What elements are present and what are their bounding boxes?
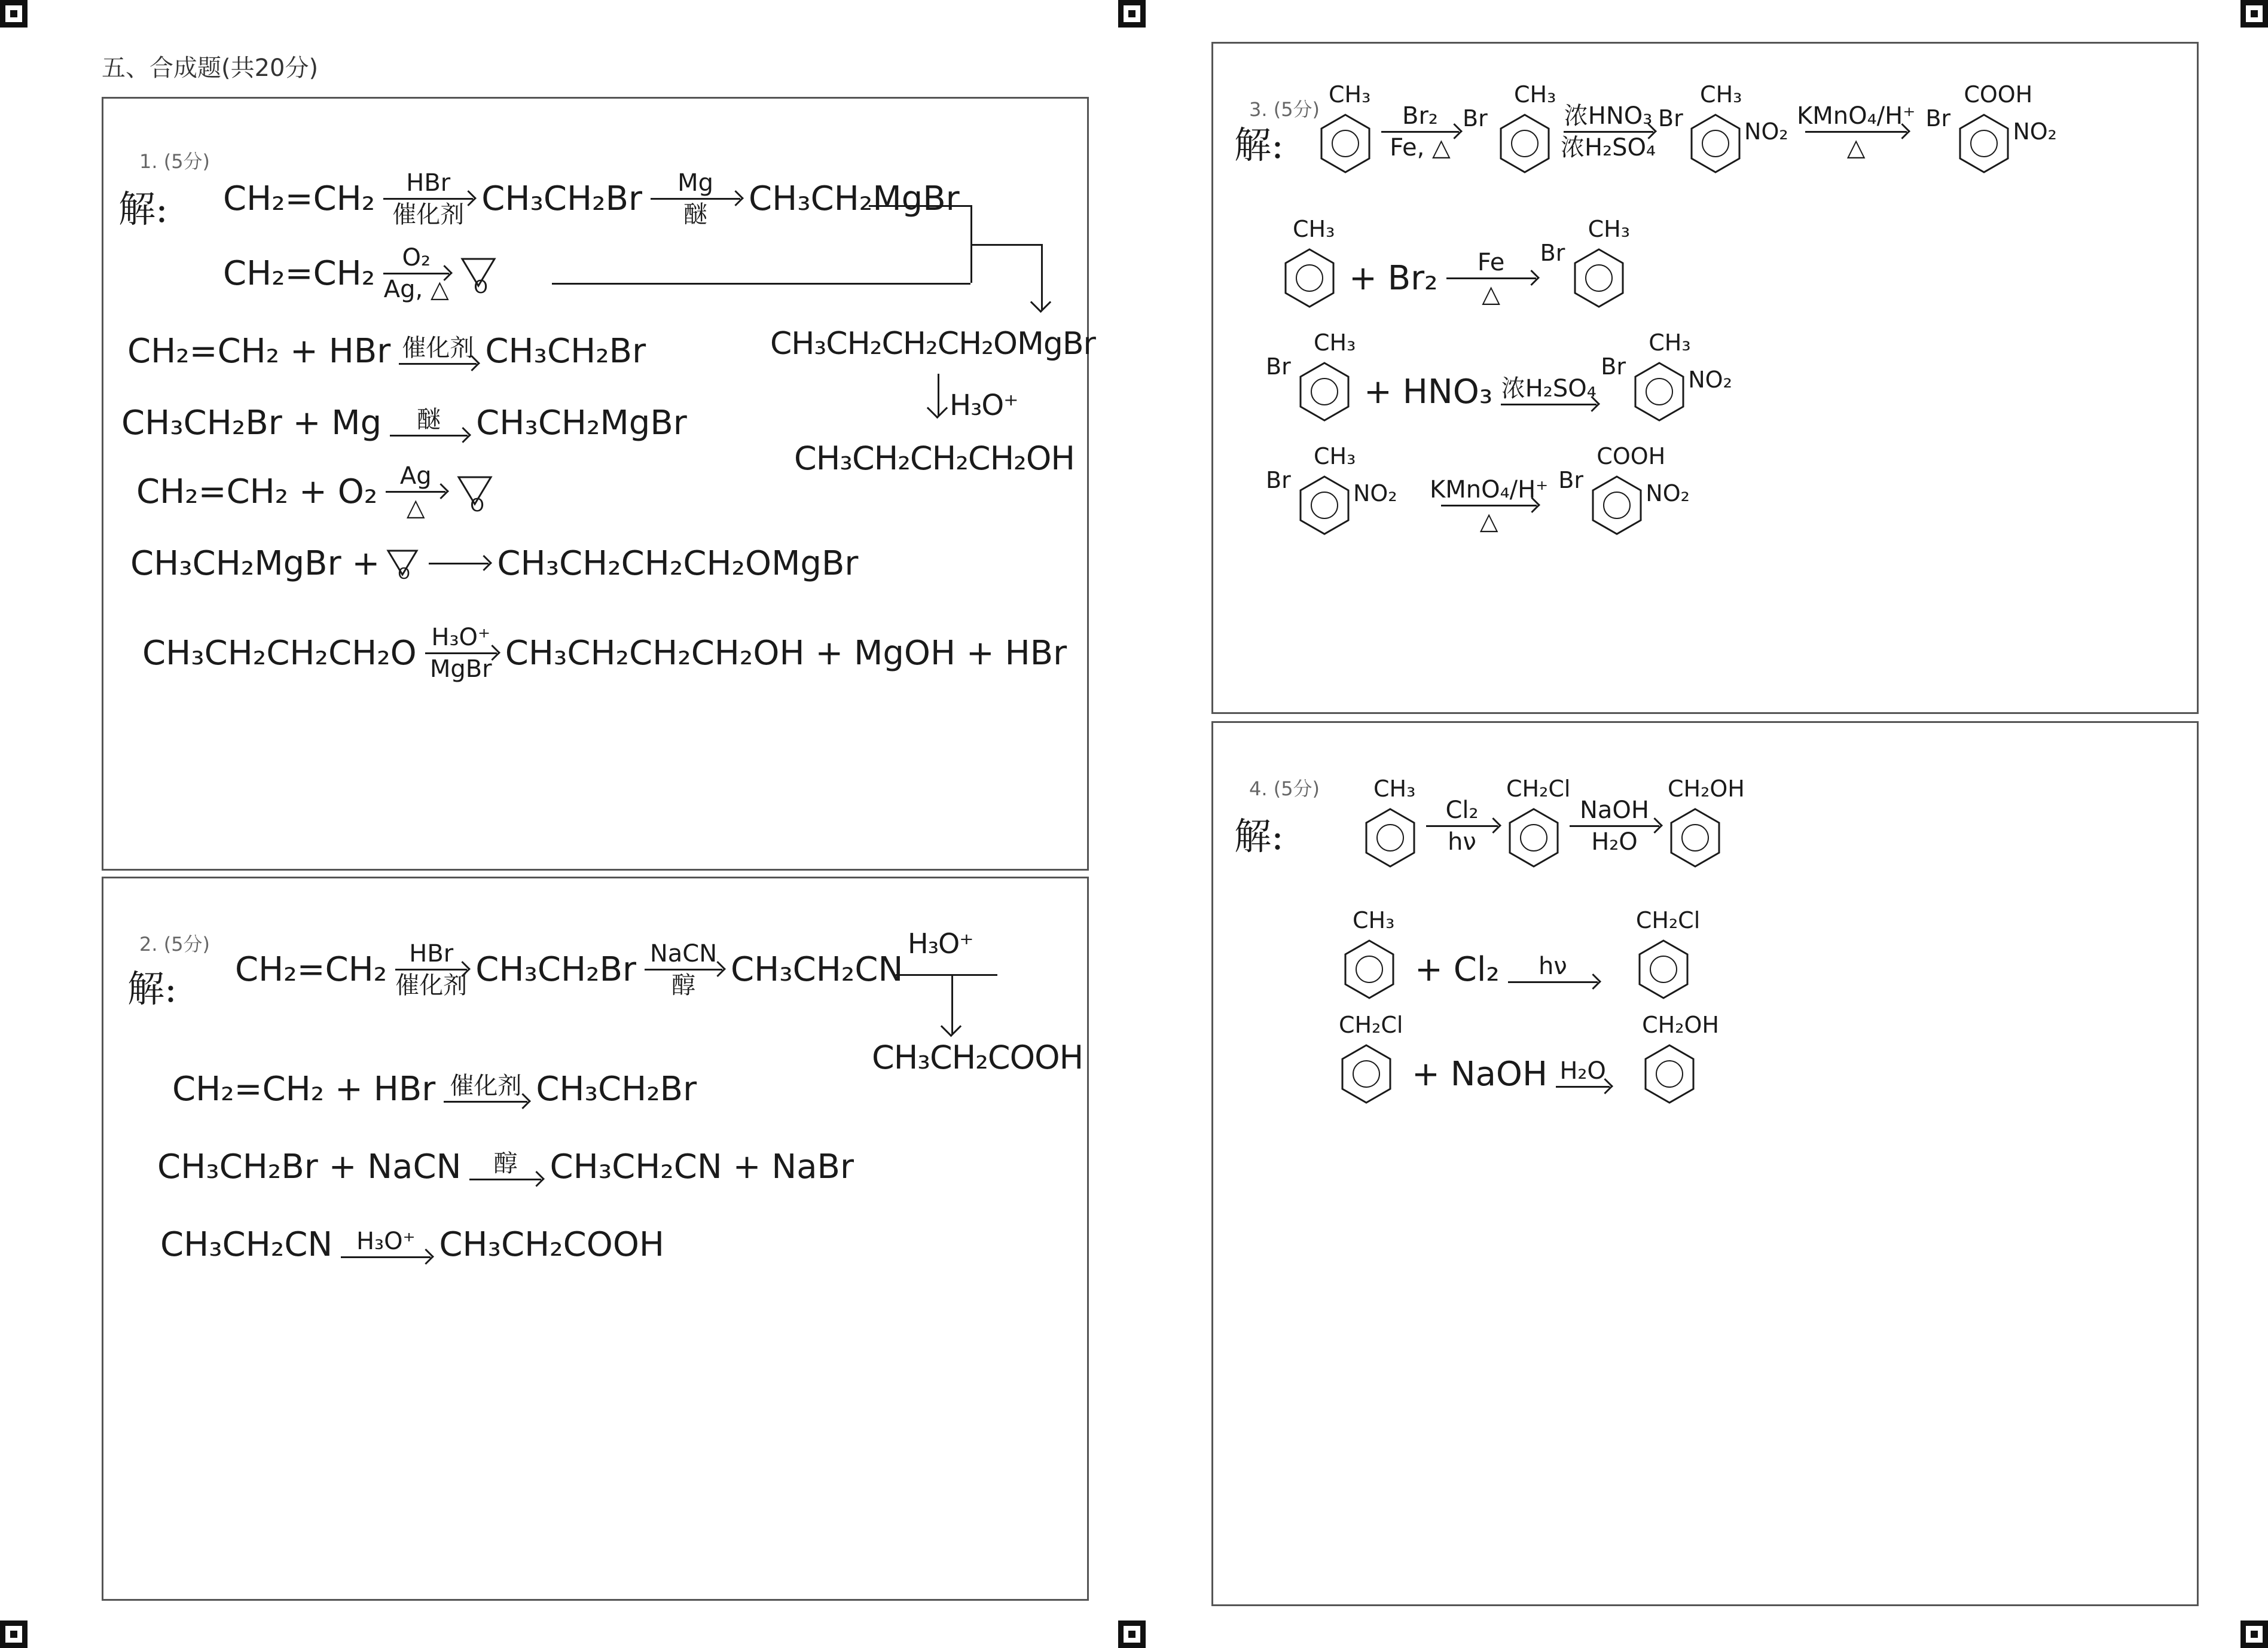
- q3-route-row1: [1318, 81, 2057, 175]
- equation-left: CH₂=CH₂ + HBr: [172, 1070, 436, 1109]
- benzene-ring-icon: [1642, 1012, 1719, 1105]
- question-label-q2: 2. (5分): [139, 933, 210, 956]
- arrow-line: [1446, 277, 1536, 279]
- answer-box-q3: [1211, 42, 2199, 714]
- epoxide-icon: [454, 471, 496, 516]
- equation-arrow: [1501, 376, 1597, 408]
- benzene-ring-icon: [1601, 329, 1732, 423]
- benzene-ring-icon: [1506, 776, 1571, 869]
- substituent-label: NO₂: [2013, 118, 2057, 145]
- q3-row1-arrow3: [1797, 103, 1915, 160]
- arrow-condition: H₃O⁺: [356, 1228, 416, 1255]
- arrow-condition: Cl₂: [1445, 796, 1479, 824]
- arrow-condition: hν: [1538, 952, 1567, 980]
- q1-row1-product2: CH₃CH₂MgBr: [749, 179, 960, 218]
- corner-marker-bottom-center: [1118, 1620, 1146, 1648]
- substituent-label: CH₂Cl: [1635, 907, 1701, 933]
- equation-right: CH₃CH₂CN + NaBr: [550, 1148, 854, 1186]
- equation-left: CH₃CH₂Br + Mg: [121, 404, 382, 442]
- answer-box-q2: [102, 877, 1089, 1601]
- arrow-line: [1508, 981, 1598, 983]
- benzene-ring-icon: [1342, 907, 1397, 1000]
- substituent-label: NO₂: [1744, 118, 1788, 145]
- substituent-label: Br: [1658, 105, 1683, 132]
- arrow-condition: NaOH: [1580, 796, 1649, 824]
- equation-reagent: + NaOH: [1412, 1054, 1548, 1094]
- section-title: 五、合成题(共20分): [102, 54, 319, 82]
- q1-row1-product1: CH₃CH₂Br: [481, 179, 643, 218]
- benzene-ring-icon: [1925, 81, 2057, 175]
- q1-equation-4: [130, 544, 858, 583]
- epoxide-icon: [457, 253, 499, 298]
- arrow-condition: HBr: [406, 169, 451, 197]
- equation-reagent: + Br₂: [1349, 258, 1438, 298]
- substituent-label: COOH: [1597, 443, 1666, 469]
- equation-right: CH₃CH₂Br: [536, 1070, 697, 1109]
- substituent-label: COOH: [1964, 81, 2033, 108]
- equation-arrow: [386, 463, 445, 520]
- benzene-ring-icon: [1318, 81, 1373, 175]
- substituent-label: CH₃: [1588, 216, 1630, 242]
- arrow-condition: KMnO₄/H⁺: [1430, 475, 1549, 503]
- q3-row1-arrow1: [1381, 103, 1459, 160]
- arrow-condition: △: [406, 494, 425, 521]
- corner-marker-bottom-right: [2240, 1620, 2268, 1648]
- q1-side-product: CH₃CH₂CH₂CH₂OMgBr: [770, 326, 1095, 362]
- equation-right: CH₃CH₂Br: [485, 332, 646, 371]
- arrow-line: [383, 198, 473, 200]
- arrow-line: [1426, 825, 1498, 827]
- substituent-label: Br: [1266, 467, 1291, 493]
- q3-row1-arrow2: [1561, 103, 1656, 160]
- q1-row1-reactant: CH₂=CH₂: [223, 179, 376, 218]
- substituent-label: Br: [1601, 353, 1626, 380]
- equation-arrow: [429, 560, 489, 567]
- answer-box-q4: [1211, 721, 2199, 1606]
- benzene-ring-icon: [1540, 216, 1630, 309]
- q1-equation-2: [121, 404, 687, 442]
- arrow-line: [1381, 131, 1459, 133]
- equation-right: CH₃CH₂CH₂CH₂OMgBr: [497, 544, 859, 583]
- arrow-condition: KMnO₄/H⁺: [1797, 102, 1916, 130]
- substituent-label: CH₃: [1353, 907, 1395, 933]
- q1-row2-arrow: [383, 245, 449, 302]
- q1-row1-arrow2: [651, 170, 740, 227]
- arrow-condition: Br₂: [1402, 102, 1438, 130]
- equation-arrow: [469, 1151, 541, 1183]
- arrow-line: [444, 1101, 527, 1103]
- substituent-label: NO₂: [1353, 480, 1397, 506]
- arrow-line: [1805, 131, 1907, 133]
- arrow-condition: 浓HNO₃: [1564, 102, 1653, 130]
- corner-marker-bottom-left: [0, 1620, 28, 1648]
- substituent-label: CH₂OH: [1642, 1012, 1719, 1038]
- equation-arrow: [444, 1073, 527, 1105]
- arrow-condition: Fe, △: [1390, 133, 1451, 161]
- substituent-label: CH₃: [1700, 81, 1742, 108]
- arrow-line: [651, 198, 740, 200]
- q2-route-row1: [235, 941, 903, 998]
- arrow-condition: △: [1846, 133, 1866, 161]
- arrow-line: [399, 363, 477, 365]
- arrow-line: [1564, 131, 1653, 133]
- arrow-line: [386, 491, 445, 493]
- question-label-q1: 1. (5分): [139, 150, 210, 173]
- corner-marker-top-center: [1118, 0, 1146, 28]
- equation-left: CH₃CH₂Br + NaCN: [157, 1148, 462, 1186]
- question-label-q4: 4. (5分): [1249, 777, 1320, 800]
- substituent-label: CH₃: [1329, 81, 1371, 108]
- substituent-label: Br: [1463, 105, 1488, 132]
- arrow-condition: 醚: [683, 201, 708, 228]
- connector-line: [552, 283, 970, 285]
- q4-row1-arrow1: [1426, 798, 1498, 854]
- equation-arrow: [425, 625, 497, 682]
- equation-reagent: + Cl₂: [1415, 950, 1500, 989]
- q1-route-row1: [223, 170, 960, 227]
- connector-line: [970, 244, 1042, 246]
- down-arrow: [941, 1016, 961, 1037]
- arrow-condition: 醇: [671, 972, 696, 999]
- benzene-ring-icon: [1282, 216, 1337, 309]
- corner-marker-top-left: [0, 0, 28, 28]
- q2-equation-3: [160, 1225, 664, 1264]
- substituent-label: Br: [1558, 467, 1583, 493]
- solution-label-q4: 解:: [1234, 814, 1284, 858]
- arrow-condition: 催化剂: [395, 972, 468, 999]
- q2-row1-product1: CH₃CH₂Br: [475, 950, 637, 989]
- q2-row1-arrow3-label: H₃O⁺: [908, 927, 973, 960]
- arrow-condition: △: [1482, 280, 1500, 308]
- equation-arrow: [341, 1229, 431, 1261]
- epoxide-icon: [384, 546, 420, 582]
- substituent-label: NO₂: [1688, 367, 1732, 393]
- substituent-label: CH₂OH: [1668, 776, 1745, 802]
- answer-box-q1: [102, 97, 1095, 871]
- arrow-condition: 催化剂: [392, 201, 465, 228]
- equation-left: CH₃CH₂MgBr +: [130, 544, 380, 583]
- arrow-line: [390, 435, 468, 437]
- q2-equation-1: [172, 1070, 697, 1109]
- q2-row1-arrow2: [645, 941, 722, 998]
- benzene-ring-icon: [1339, 1012, 1403, 1105]
- connector-line: [896, 974, 997, 976]
- q3-equation-1: [1282, 216, 1630, 309]
- arrow-condition: 浓H₂SO₄: [1501, 374, 1597, 402]
- arrow-condition: Ag: [399, 462, 432, 490]
- q4-equation-1: [1342, 907, 1701, 1000]
- equation-left: CH₃CH₂CN: [160, 1225, 333, 1264]
- arrow-line: [429, 563, 489, 564]
- substituent-label: Br: [1540, 240, 1565, 266]
- arrow-line: [1441, 505, 1537, 506]
- arrow-line: [341, 1256, 431, 1258]
- down-arrow: [927, 398, 948, 419]
- substituent-label: CH₂Cl: [1339, 1012, 1403, 1038]
- arrow-line: [469, 1179, 541, 1180]
- arrow-condition: 催化剂: [402, 334, 474, 362]
- benzene-ring-icon: [1363, 776, 1418, 869]
- substituent-label: CH₂Cl: [1506, 776, 1571, 802]
- arrow-condition: MgBr: [429, 655, 492, 683]
- equation-arrow: [1446, 250, 1536, 307]
- q4-row1-arrow2: [1570, 798, 1659, 854]
- arrow-condition: O₂: [402, 244, 431, 271]
- arrow-condition: H₃O⁺: [431, 624, 491, 651]
- down-arrow: [1030, 292, 1051, 313]
- equation-arrow: [1556, 1058, 1610, 1090]
- substituent-label: CH₃: [1514, 81, 1556, 108]
- equation-arrow: [1508, 954, 1598, 985]
- q2-row1-arrow1: [395, 941, 467, 998]
- arrow-condition: H₂O: [1591, 828, 1638, 856]
- arrow-line: [645, 969, 722, 971]
- q3-equation-2: [1266, 329, 1732, 423]
- q2-row1-product2: CH₃CH₂CN: [731, 950, 903, 989]
- epoxide-oxygen-label: O: [470, 495, 484, 516]
- arrow-condition: HBr: [409, 940, 454, 968]
- equation-arrow: [390, 407, 468, 439]
- equation-left: CH₃CH₂CH₂CH₂O: [142, 634, 417, 673]
- substituent-label: CH₃: [1373, 776, 1416, 802]
- q2-row1-final: CH₃CH₂COOH: [872, 1039, 1083, 1076]
- equation-reagent: + HNO₃: [1364, 372, 1493, 411]
- q1-equation-1: [127, 332, 646, 371]
- substituent-label: NO₂: [1646, 480, 1690, 506]
- substituent-label: CH₃: [1314, 443, 1356, 469]
- epoxide-oxygen-label: O: [474, 276, 488, 298]
- substituent-label: CH₃: [1649, 329, 1691, 356]
- substituent-label: CH₃: [1314, 329, 1356, 356]
- equation-left: CH₂=CH₂ + O₂: [136, 472, 378, 511]
- q2-equation-2: [157, 1148, 854, 1186]
- arrow-condition: hν: [1448, 828, 1476, 856]
- arrow-line: [1556, 1086, 1610, 1088]
- equation-right: CH₃CH₂MgBr: [476, 404, 687, 442]
- q1-row2-reactant: CH₂=CH₂: [223, 254, 376, 293]
- q1-route-row2: [223, 245, 499, 302]
- q2-row1-reactant: CH₂=CH₂: [235, 950, 387, 989]
- equation-right: CH₃CH₂CH₂CH₂OH + MgOH + HBr: [505, 634, 1067, 673]
- benzene-ring-icon: [1635, 907, 1701, 1000]
- q4-route-row1: [1363, 776, 1745, 869]
- q1-side-final: CH₃CH₂CH₂CH₂OH: [794, 440, 1075, 477]
- arrow-condition: Mg: [677, 169, 713, 197]
- arrow-condition: △: [1479, 507, 1498, 535]
- solution-label-q3: 解:: [1234, 123, 1284, 167]
- benzene-ring-icon: [1658, 81, 1788, 175]
- arrow-line: [383, 273, 449, 274]
- q3-equation-3: [1266, 443, 1690, 536]
- solution-label-q1: 解:: [118, 187, 168, 231]
- corner-marker-top-right: [2240, 0, 2268, 28]
- arrow-condition: 浓H₂SO₄: [1561, 133, 1656, 161]
- connector-line: [869, 205, 970, 207]
- q1-row1-arrow1: [383, 170, 473, 227]
- q1-side-arrow-label: H₃O⁺: [950, 389, 1018, 422]
- question-label-q3: 3. (5分): [1249, 98, 1320, 121]
- arrow-condition: 催化剂: [450, 1072, 522, 1100]
- benzene-ring-icon: [1266, 329, 1356, 423]
- benzene-ring-icon: [1463, 81, 1556, 175]
- equation-arrow: [1430, 477, 1548, 534]
- q1-equation-5: [142, 625, 1067, 682]
- arrow-condition: NaCN: [649, 940, 718, 968]
- arrow-condition: H₂O: [1559, 1057, 1606, 1085]
- arrow-condition: 醚: [417, 406, 441, 434]
- substituent-label: CH₃: [1293, 216, 1335, 242]
- arrow-line: [395, 969, 467, 971]
- q4-equation-2: [1339, 1012, 1719, 1105]
- arrow-line: [425, 652, 497, 654]
- equation-right: CH₃CH₂COOH: [439, 1225, 664, 1264]
- equation-arrow: [399, 335, 477, 367]
- substituent-label: Br: [1925, 105, 1951, 132]
- benzene-ring-icon: [1668, 776, 1745, 869]
- solution-label-q2: 解:: [127, 967, 177, 1011]
- arrow-condition: 醇: [493, 1150, 518, 1177]
- benzene-ring-icon: [1266, 443, 1397, 536]
- benzene-ring-icon: [1558, 443, 1690, 536]
- q1-equation-3: [136, 463, 496, 520]
- substituent-label: Br: [1266, 353, 1291, 380]
- equation-left: CH₂=CH₂ + HBr: [127, 332, 391, 371]
- arrow-line: [1501, 404, 1597, 405]
- arrow-line: [1570, 825, 1659, 827]
- arrow-condition: Fe: [1477, 248, 1505, 276]
- arrow-condition: Ag, △: [383, 276, 449, 303]
- epoxide-oxygen-label: O: [398, 564, 410, 583]
